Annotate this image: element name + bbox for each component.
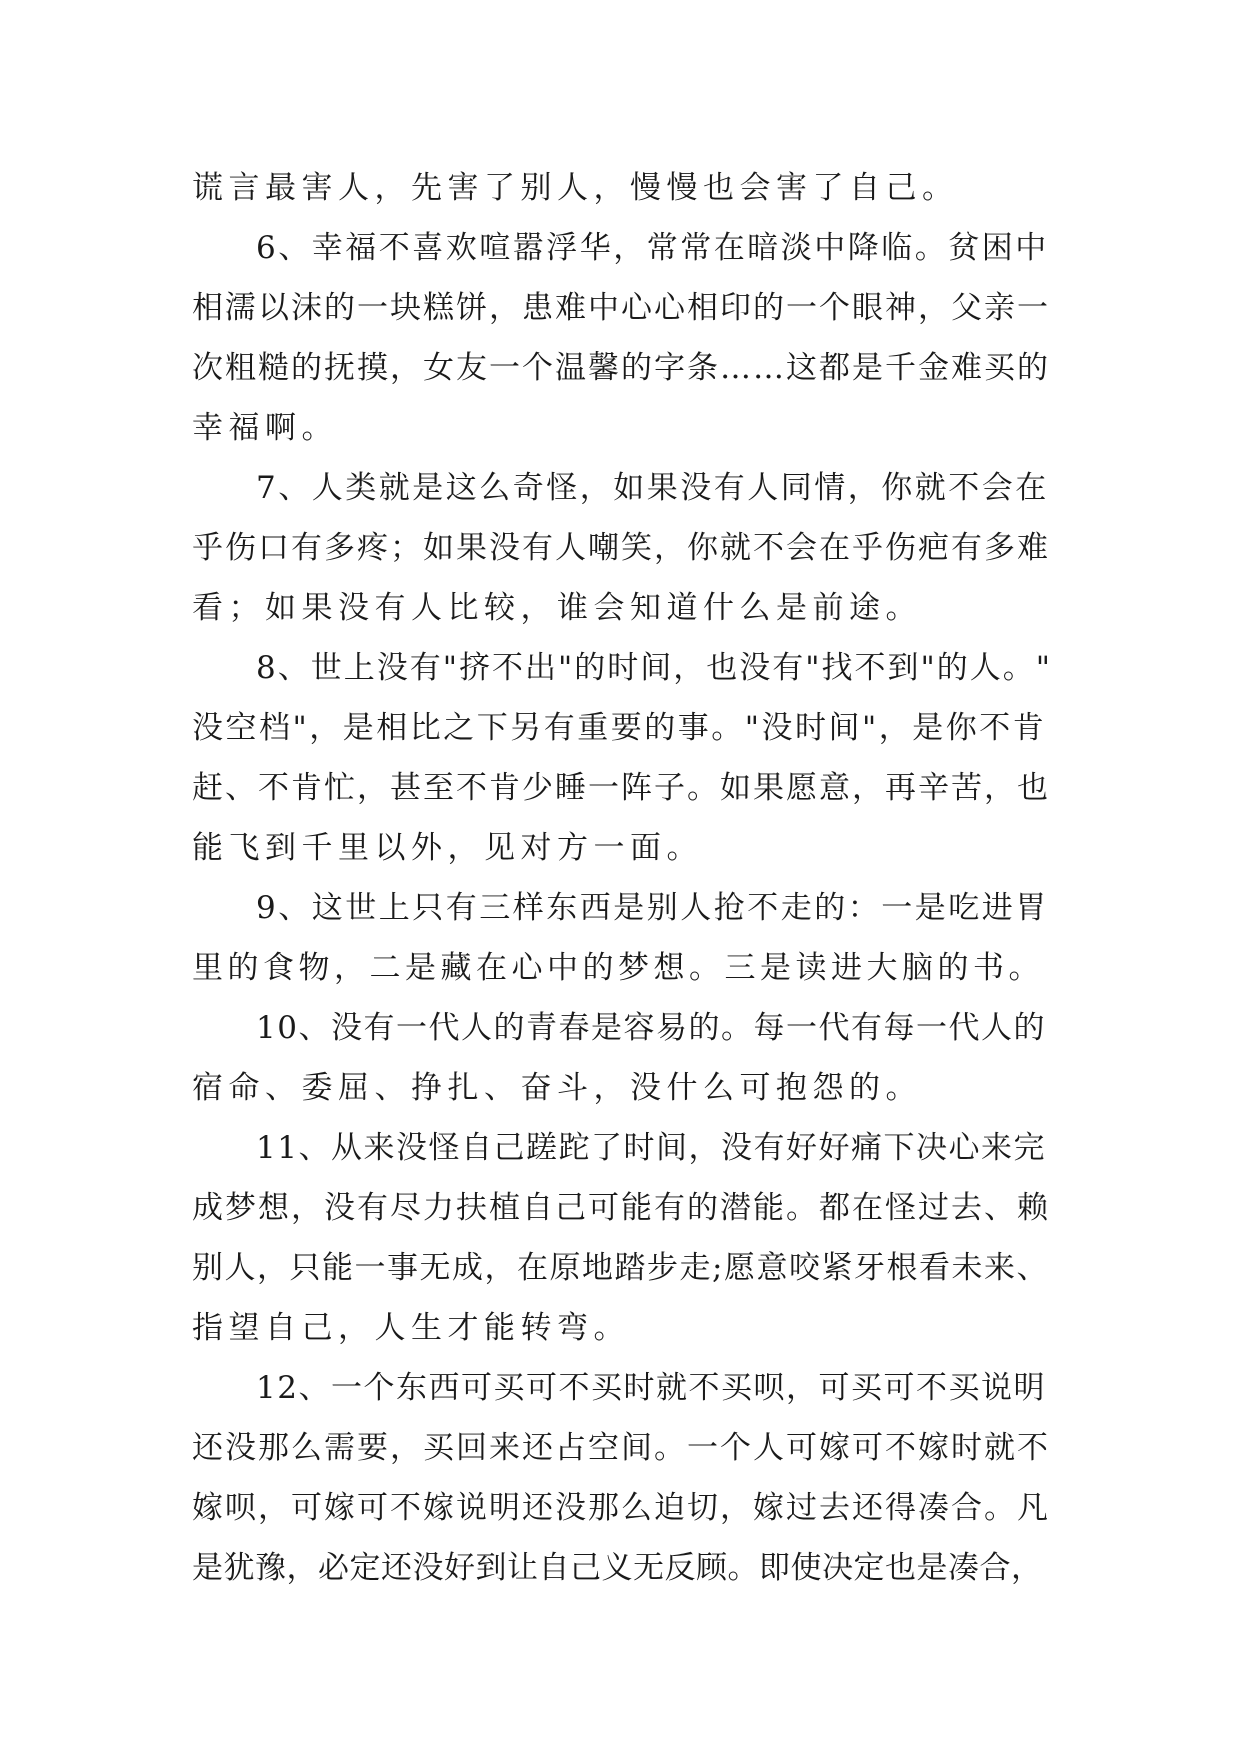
text-line: 12、一个东西可买可不买时就不买呗，可买可不买说明 — [256, 1370, 1046, 1406]
text-line: 看；如果没有人比较，谁会知道什么是前途。 — [192, 590, 922, 626]
text-line: 8、世上没有"挤不出"的时间，也没有"找不到"的人。" — [256, 650, 1052, 686]
text-line: 能飞到千里以外，见对方一面。 — [192, 830, 703, 866]
text-line: 6、幸福不喜欢喧嚣浮华，常常在暗淡中降临。贫困中 — [256, 230, 1049, 266]
text-line: 宿命、委屈、挣扎、奋斗，没什么可抱怨的。 — [192, 1070, 922, 1106]
text-line: 谎言最害人，先害了别人，慢慢也会害了自己。 — [192, 170, 959, 206]
body-text — [192, 158, 1052, 1598]
text-line: 是犹豫，必定还没好到让自己义无反顾。即使决定也是凑合， — [192, 1550, 1043, 1586]
text-line: 7、人类就是这么奇怪，如果没有人同情，你就不会在 — [256, 470, 1049, 506]
text-line: 别人，只能一事无成，在原地踏步走;愿意咬紧牙根看未来、 — [192, 1250, 1049, 1286]
text-line: 成梦想，没有尽力扶植自己可能有的潜能。都在怪过去、赖 — [192, 1190, 1050, 1226]
text-line: 还没那么需要，买回来还占空间。一个人可嫁可不嫁时就不 — [192, 1430, 1050, 1466]
text-line: 相濡以沫的一块糕饼，患难中心心相印的一个眼神，父亲一 — [192, 290, 1050, 326]
text-line: 乎伤口有多疼；如果没有人嘲笑，你就不会在乎伤疤有多难 — [192, 530, 1050, 566]
text-line: 赶、不肯忙，甚至不肯少睡一阵子。如果愿意，再辛苦，也 — [192, 770, 1050, 806]
text-line: 嫁呗，可嫁可不嫁说明还没那么迫切，嫁过去还得凑合。凡 — [192, 1490, 1050, 1526]
text-line: 没空档"，是相比之下另有重要的事。"没时间"，是你不肯 — [192, 710, 1047, 746]
text-line: 指望自己，人生才能转弯。 — [192, 1310, 630, 1346]
text-line: 10、没有一代人的青春是容易的。每一代有每一代人的 — [256, 1010, 1046, 1046]
text-line: 11、从来没怪自己蹉跎了时间，没有好好痛下决心来完 — [256, 1130, 1046, 1166]
text-line: 次粗糙的抚摸，女友一个温馨的字条……这都是千金难买的 — [192, 350, 1050, 386]
text-line: 幸福啊。 — [192, 410, 338, 446]
text-line: 里的食物，二是藏在心中的梦想。三是读进大脑的书。 — [192, 950, 1044, 986]
text-line: 9、这世上只有三样东西是别人抢不走的：一是吃进胃 — [256, 890, 1049, 926]
